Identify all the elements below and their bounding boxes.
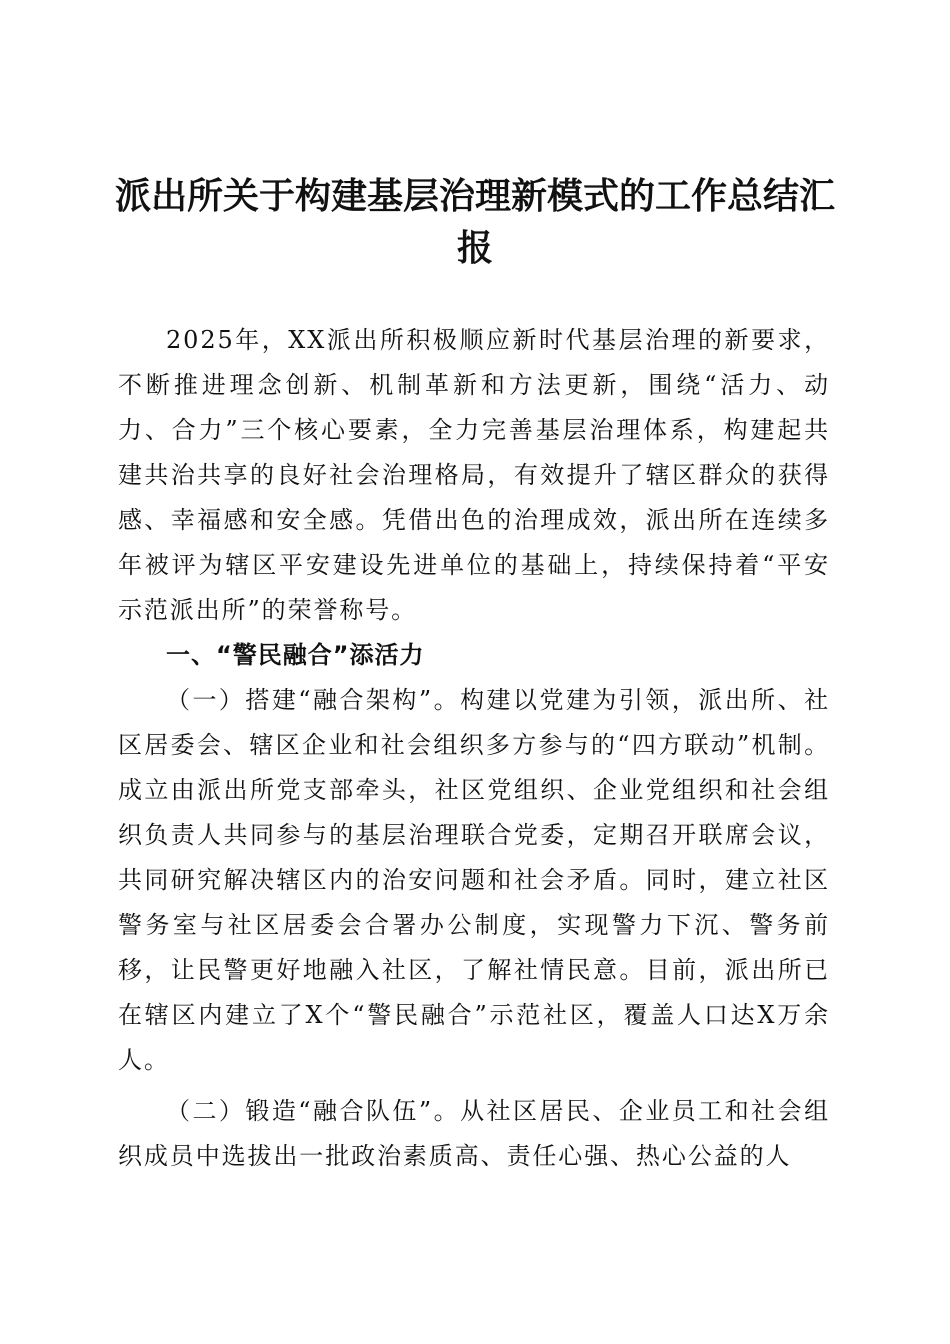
document-body [118,318,830,1179]
section-heading-1: 一、“警民融合”添活力 [166,641,425,669]
section-1-paragraph-1: （一）搭建“融合架构”。构建以党建为引领，派出所、社区居委会、辖区企业和社会组织多方参与的“四方联动”机制。成立由派出所党支部牵头，社区党组织、企业党组织和社会组织负责人共同参与的基层治理联合党委，定期召开联席会议，共同研究解决辖区内的治安问题和社会矛盾。同时，建立社区警务室与社区居委会合署办公制度，实现警力下沉、警务前移，让民警更好地融入社区，了解社情民意。目前，派出所已在辖区内建立了X个“警民融合”示范社区，覆盖人口达X万余人。 [118,686,830,1074]
document-title: 派出所关于构建基层治理新模式的工作总结汇报 [114,175,835,269]
intro-paragraph: 2025年，XX派出所积极顺应新时代基层治理的新要求，不断推进理念创新、机制革新和方法更新，围绕“活力、动力、合力”三个核心要素，全力完善基层治理体系，构建起共建共治共享的良好社会治理格局，有效提升了辖区群众的获得感、幸福感和安全感。凭借出色的治理成效，派出所在连续多年被评为辖区平安建设先进单位的基础上，持续保持着“平安示范派出所”的荣誉称号。 [118,326,830,624]
section-1-paragraph-2: （二）锻造“融合队伍”。从社区居民、企业员工和社会组织成员中选拔出一批政治素质高、责任心强、热心公益的人 [118,1097,830,1170]
